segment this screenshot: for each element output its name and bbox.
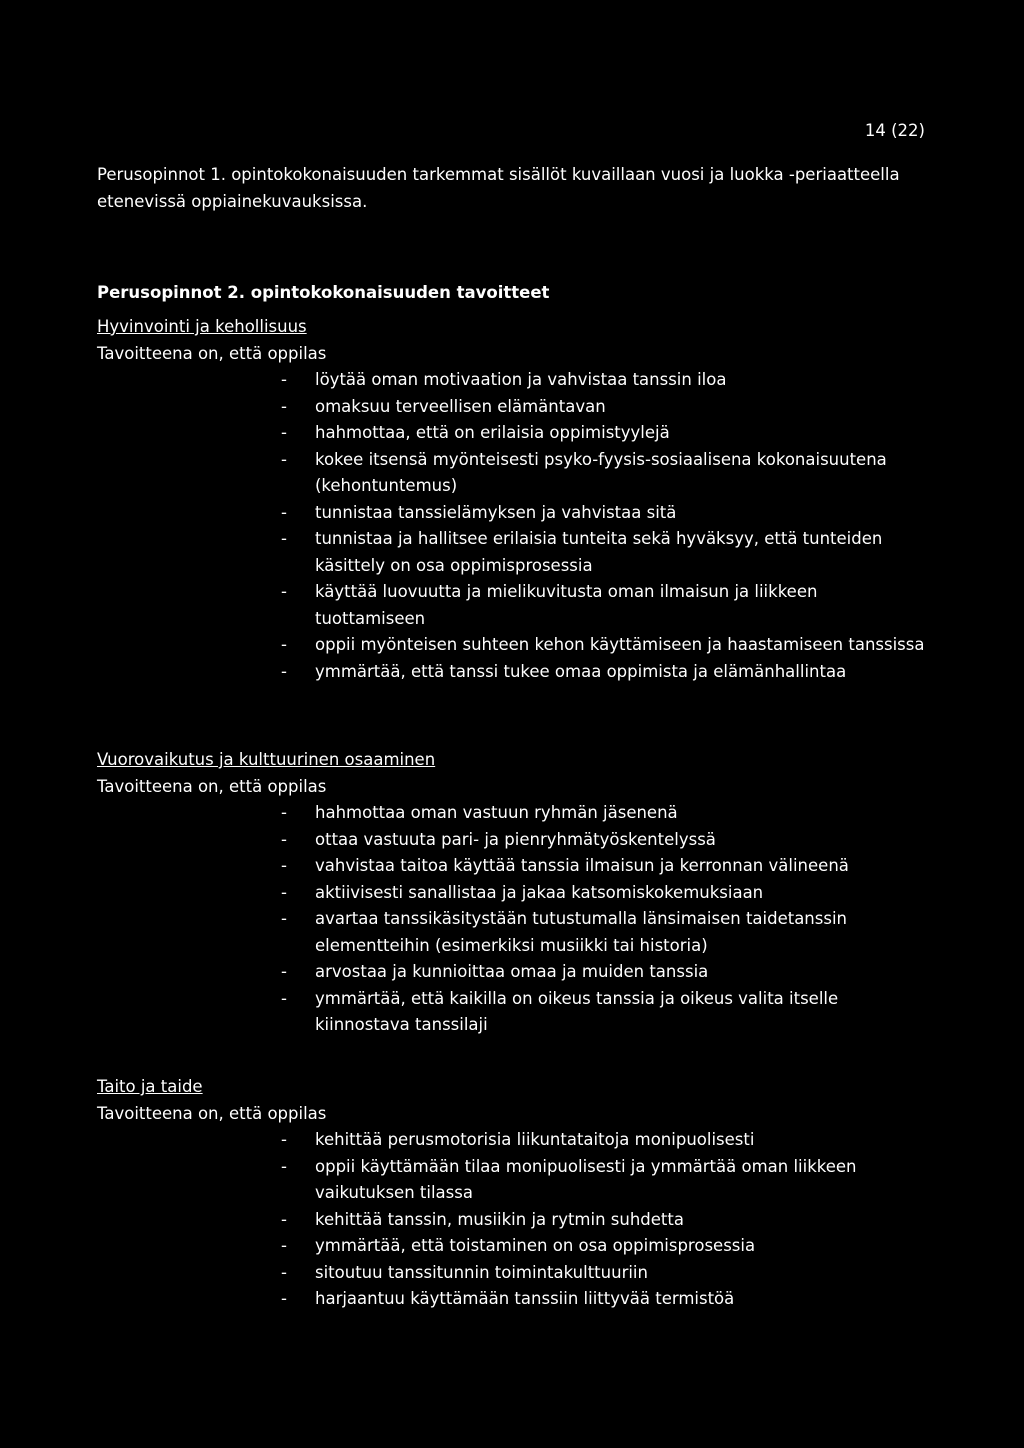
- dash-bullet: -: [281, 1156, 287, 1176]
- section-title: Hyvinvointi ja kehollisuus: [97, 317, 307, 336]
- list-item-text: ymmärtää, että toistaminen on osa oppimisprosessia: [315, 1236, 756, 1255]
- list-item: [281, 1260, 927, 1287]
- dash-bullet: -: [281, 1130, 287, 1149]
- dash-bullet: -: [281, 909, 287, 928]
- list-item-text: vahvistaa taitoa käyttää tanssia ilmaisun ja kerronnan välineenä: [315, 856, 849, 875]
- list-item-text: avartaa tanssikäsitystään tutustumalla länsimaisen taidetanssin elementteihin (esimerkiksi musiikki tai historia): [315, 909, 848, 955]
- list-item: [281, 367, 927, 394]
- dash-bullet: -: [281, 1289, 287, 1308]
- goal-list: [97, 800, 927, 1039]
- list-item: [281, 1127, 927, 1154]
- list-item: [281, 394, 927, 421]
- list-item-text: omaksuu terveellisen elämäntavan: [315, 396, 606, 416]
- list-item-text: ymmärtää, että kaikilla on oikeus tanssia ja oikeus valita itselle kiinnostava tanssilaji: [315, 988, 839, 1034]
- list-item: [281, 420, 927, 447]
- list-item: [281, 880, 927, 907]
- dash-bullet: -: [281, 988, 287, 1008]
- list-item: [281, 853, 927, 880]
- dash-bullet: -: [281, 449, 287, 469]
- section-taito-ja-taide: [97, 1074, 927, 1313]
- list-item: [281, 1286, 927, 1313]
- list-item: [281, 827, 927, 854]
- dash-bullet: -: [281, 1236, 287, 1255]
- list-item-text: oppii myönteisen suhteen kehon käyttämiseen ja haastamiseen tanssissa: [315, 635, 925, 654]
- list-item-text: löytää oman motivaation ja vahvistaa tanssin iloa: [315, 370, 727, 389]
- list-item: [281, 1233, 927, 1260]
- dash-bullet: -: [281, 370, 287, 389]
- dash-bullet: -: [281, 582, 287, 601]
- dash-bullet: -: [281, 502, 287, 522]
- dash-bullet: -: [281, 661, 287, 681]
- list-item-text: tunnistaa ja hallitsee erilaisia tunteita sekä hyväksyy, että tunteiden käsittely on osa oppimisprosessia: [315, 529, 883, 575]
- dash-bullet: -: [281, 962, 287, 981]
- dash-bullet: -: [281, 396, 287, 416]
- section-lead: Tavoitteena on, että oppilas: [97, 776, 327, 796]
- section-title: Taito ja taide: [97, 1077, 203, 1096]
- list-item: [281, 1154, 927, 1207]
- dash-bullet: -: [281, 635, 287, 654]
- list-item: [281, 632, 927, 659]
- page-number: 14 (22): [864, 121, 925, 140]
- list-item: [281, 500, 927, 527]
- list-item: [281, 447, 927, 500]
- section-hyvinvointi: [97, 314, 927, 685]
- goal-list: [97, 367, 927, 685]
- dash-bullet: -: [281, 829, 287, 849]
- list-item-text: hahmottaa, että on erilaisia oppimistyylejä: [315, 423, 670, 442]
- list-item-text: arvostaa ja kunnioittaa omaa ja muiden tanssia: [315, 962, 709, 981]
- list-item: [281, 659, 927, 686]
- list-item-text: ottaa vastuuta pari- ja pienryhmätyöskentelyssä: [315, 829, 716, 849]
- section-title: Vuorovaikutus ja kulttuurinen osaaminen: [97, 750, 436, 769]
- dash-bullet: -: [281, 882, 287, 902]
- list-item-text: kehittää perusmotorisia liikuntataitoja monipuolisesti: [315, 1130, 755, 1149]
- list-item-text: kokee itsensä myönteisesti psyko-fyysis-sosiaalisena kokonaisuutena (kehontuntemus): [315, 449, 887, 495]
- list-item: [281, 986, 927, 1039]
- list-item: [281, 906, 927, 959]
- dash-bullet: -: [281, 1209, 287, 1229]
- intro-paragraph: Perusopinnot 1. opintokokonaisuuden tarkemmat sisällöt kuvaillaan vuosi ja luokka -periaatteella etenevissä oppiainekuvauksissa.: [97, 165, 900, 211]
- dash-bullet: -: [281, 423, 287, 442]
- dash-bullet: -: [281, 529, 287, 548]
- list-item-text: tunnistaa tanssielämyksen ja vahvistaa sitä: [315, 502, 677, 522]
- goal-list: [97, 1127, 927, 1313]
- list-item: [281, 526, 927, 579]
- list-item-text: sitoutuu tanssitunnin toimintakulttuuriin: [315, 1262, 648, 1282]
- dash-bullet: -: [281, 803, 287, 822]
- section-lead: Tavoitteena on, että oppilas: [97, 343, 327, 363]
- list-item-text: käyttää luovuutta ja mielikuvitusta oman ilmaisun ja liikkeen tuottamiseen: [315, 582, 818, 628]
- list-item-text: kehittää tanssin, musiikin ja rytmin suhdetta: [315, 1209, 684, 1229]
- section-heading: Perusopinnot 2. opintokokonaisuuden tavoitteet: [97, 283, 550, 302]
- list-item: [281, 1207, 927, 1234]
- section-vuorovaikutus: [97, 747, 927, 1039]
- dash-bullet: -: [281, 856, 287, 875]
- list-item-text: aktiivisesti sanallistaa ja jakaa katsomiskokemuksiaan: [315, 882, 764, 902]
- section-lead: Tavoitteena on, että oppilas: [97, 1103, 327, 1123]
- list-item: [281, 800, 927, 827]
- list-item-text: harjaantuu käyttämään tanssiin liittyvää termistöä: [315, 1289, 735, 1308]
- list-item-text: ymmärtää, että tanssi tukee omaa oppimista ja elämänhallintaa: [315, 661, 847, 681]
- dash-bullet: -: [281, 1262, 287, 1282]
- list-item: [281, 579, 927, 632]
- list-item-text: oppii käyttämään tilaa monipuolisesti ja ymmärtää oman liikkeen vaikutuksen tilassa: [315, 1156, 857, 1202]
- list-item-text: hahmottaa oman vastuun ryhmän jäsenenä: [315, 803, 678, 822]
- list-item: [281, 959, 927, 986]
